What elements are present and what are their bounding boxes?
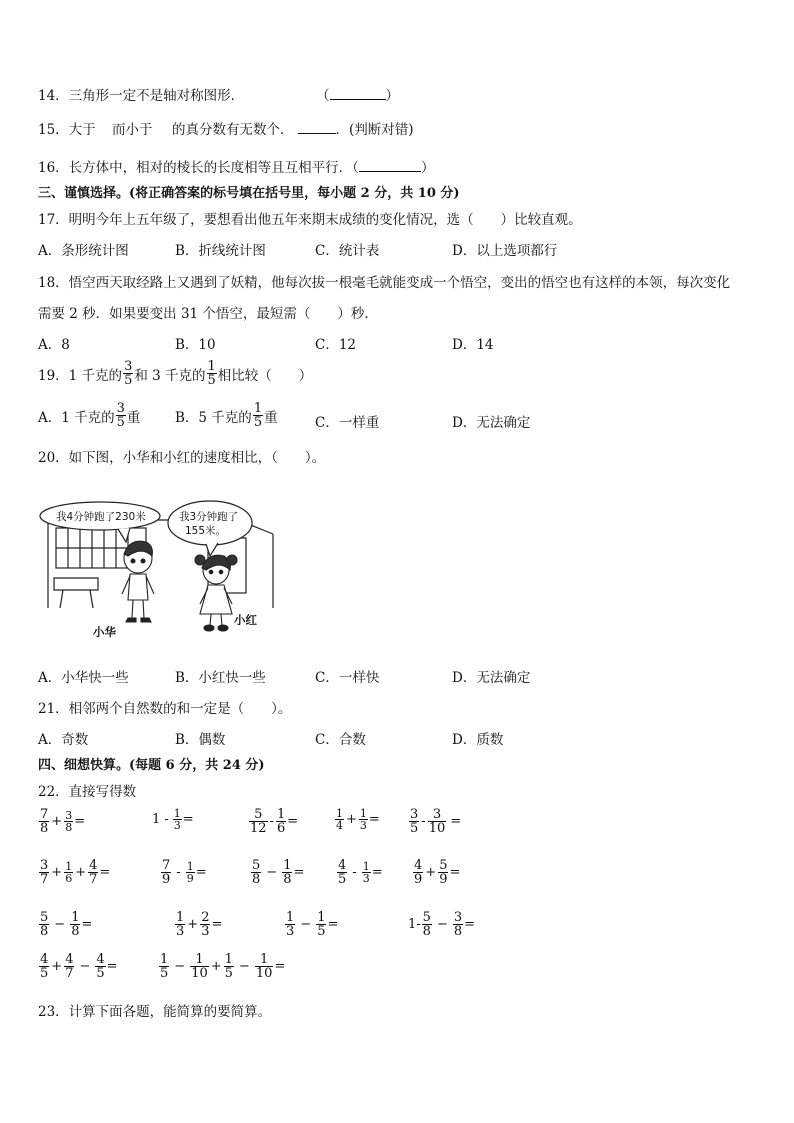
q19-option-b[interactable]: B．5 千克的 $\frac{1}{5}$ 重: [175, 401, 278, 430]
speech-bubble-2: [168, 501, 252, 545]
expr-r1-5: $\frac{3}{5}$ - $\frac{3}{10}$ =: [410, 807, 462, 836]
q18-option-c[interactable]: C．12: [315, 337, 357, 353]
q21-option-d[interactable]: D．质数: [452, 732, 504, 748]
q19-option-d[interactable]: D．无法确定: [452, 415, 531, 431]
q20-option-c[interactable]: C．一样快: [315, 670, 380, 686]
q21-option-c[interactable]: C．合数: [315, 732, 366, 748]
q21-option-a[interactable]: A．奇数: [38, 732, 89, 748]
question-20: 20．如下图，小华和小红的速度相比，（ ）。: [38, 450, 326, 466]
q21-option-b[interactable]: B．偶数: [175, 732, 226, 748]
q20-option-a[interactable]: A．小华快一些: [38, 670, 129, 686]
question-17: 17．明明今年上五年级了，要想看出他五年来期末成绩的变化情况，选（ ）比较直观。: [38, 212, 582, 228]
q17-option-a[interactable]: A．条形统计图: [38, 243, 129, 259]
expr-r2-1: $\frac{3}{7}$ + $\frac{1}{6}$ + $\frac{4}{7}$ =: [40, 858, 111, 887]
q14-answer-blank[interactable]: [330, 85, 386, 100]
question-18-line2: 需要 2 秒．如果要变出 31 个悟空，最短需（ ）秒．: [38, 306, 378, 322]
question-19: 19．1 千克的 $\frac{3}{5}$ 和 3 千克的 $\frac{1}{5}$ 相比较（ ）: [38, 359, 313, 388]
bubble-2-text-line1: 我3分钟跑了: [179, 511, 239, 523]
q19-fraction-1: $\frac{3}{5}$: [124, 359, 133, 388]
question-15: 15．大于: [38, 122, 96, 138]
q18-option-d[interactable]: D．14: [452, 337, 494, 353]
section-4-title: 四、细想快算。(每题 6 分，共 24 分): [38, 758, 265, 773]
q20-option-b[interactable]: B．小红快一些: [175, 670, 266, 686]
expr-r3-4: 1- $\frac{5}{8}$ − $\frac{3}{8}$ =: [408, 910, 476, 939]
girl-name-label: 小红: [234, 613, 257, 627]
expr-r1-2: 1 - $\frac{1}{3}$ =: [152, 807, 194, 832]
bubble-2-text-line2: 155米。: [185, 525, 227, 537]
bubble-1-text: 我4分钟跑了230米: [56, 511, 146, 523]
expr-r2-2: $\frac{7}{9}$ - $\frac{1}{9}$ =: [162, 858, 207, 887]
q14-answer-paren: （ ）: [316, 84, 399, 104]
q15-answer-blank[interactable]: [298, 119, 336, 134]
q17-option-c[interactable]: C．统计表: [315, 243, 380, 259]
question-23-title: 23．计算下面各题，能简算的要简算。: [38, 1004, 272, 1020]
expr-r3-2: $\frac{1}{3}$ + $\frac{2}{3}$ =: [176, 910, 223, 939]
expr-r4-1: $\frac{4}{5}$ + $\frac{4}{7}$ − $\frac{4}{5}$ =: [40, 952, 118, 981]
q17-option-b[interactable]: B．折线统计图: [175, 243, 266, 259]
q20-option-d[interactable]: D．无法确定: [452, 670, 531, 686]
question-18-line1: 18．悟空西天取经路上又遇到了妖精，他每次拔一根毫毛就能变成一个悟空，变出的悟空也有这样的本领，每次变化: [38, 275, 731, 291]
expr-r1-1: $\frac{7}{8}$ + $\frac{3}{8}$ =: [40, 807, 86, 836]
expr-r4-2: $\frac{1}{5}$ − $\frac{1}{10}$ + $\frac{1}{5}$ − $\frac{1}{10}$ =: [160, 952, 286, 981]
q18-option-a[interactable]: A．8: [38, 337, 70, 353]
question-21: 21．相邻两个自然数的和一定是（ ）。: [38, 701, 292, 717]
q17-option-d[interactable]: D．以上选项都行: [452, 243, 558, 259]
q19-option-c[interactable]: C．一样重: [315, 415, 380, 431]
expr-r2-5: $\frac{4}{9}$ + $\frac{5}{9}$ =: [414, 858, 461, 887]
q19-fraction-2: $\frac{1}{5}$: [207, 359, 216, 388]
question-14: [38, 84, 244, 104]
q15-text-c: 的真分数有无数个． ．(判断对错): [172, 118, 414, 138]
boy-name-label: 小华: [93, 625, 116, 639]
section-3-title: 三、谨慎选择。(将正确答案的标号填在括号里，每小题 2 分，共 10 分): [38, 186, 460, 201]
q19-option-a-fraction: $\frac{3}{5}$: [116, 401, 125, 430]
expr-r2-4: $\frac{4}{5}$ - $\frac{1}{3}$ =: [338, 858, 383, 887]
q19-option-b-fraction: $\frac{1}{5}$: [253, 401, 263, 430]
expr-r2-3: $\frac{5}{8}$ − $\frac{1}{8}$ =: [252, 858, 305, 887]
expr-r1-3: $\frac{5}{12}$ - $\frac{1}{6}$ =: [250, 807, 299, 836]
q19-option-a[interactable]: A．1 千克的 $\frac{3}{5}$ 重: [38, 401, 141, 430]
expr-r1-4: $\frac{1}{4}$ + $\frac{1}{3}$ =: [336, 807, 380, 832]
q20-illustration: [38, 490, 288, 645]
q14-text: 14．三角形一定不是轴对称图形．: [38, 88, 245, 104]
boy-figure-icon: [122, 541, 154, 622]
q18-option-b[interactable]: B．10: [175, 337, 216, 353]
expr-r3-1: $\frac{5}{8}$ − $\frac{1}{8}$ =: [40, 910, 93, 939]
expr-r3-3: $\frac{1}{3}$ − $\frac{1}{5}$ =: [286, 910, 339, 939]
question-16: 16．长方体中，相对的棱长的长度相等且互相平行．（ ）: [38, 156, 434, 176]
q16-answer-blank[interactable]: [359, 157, 421, 172]
q15-text-b: 而小于: [112, 122, 153, 138]
question-22-title: 22．直接写得数: [38, 784, 137, 800]
